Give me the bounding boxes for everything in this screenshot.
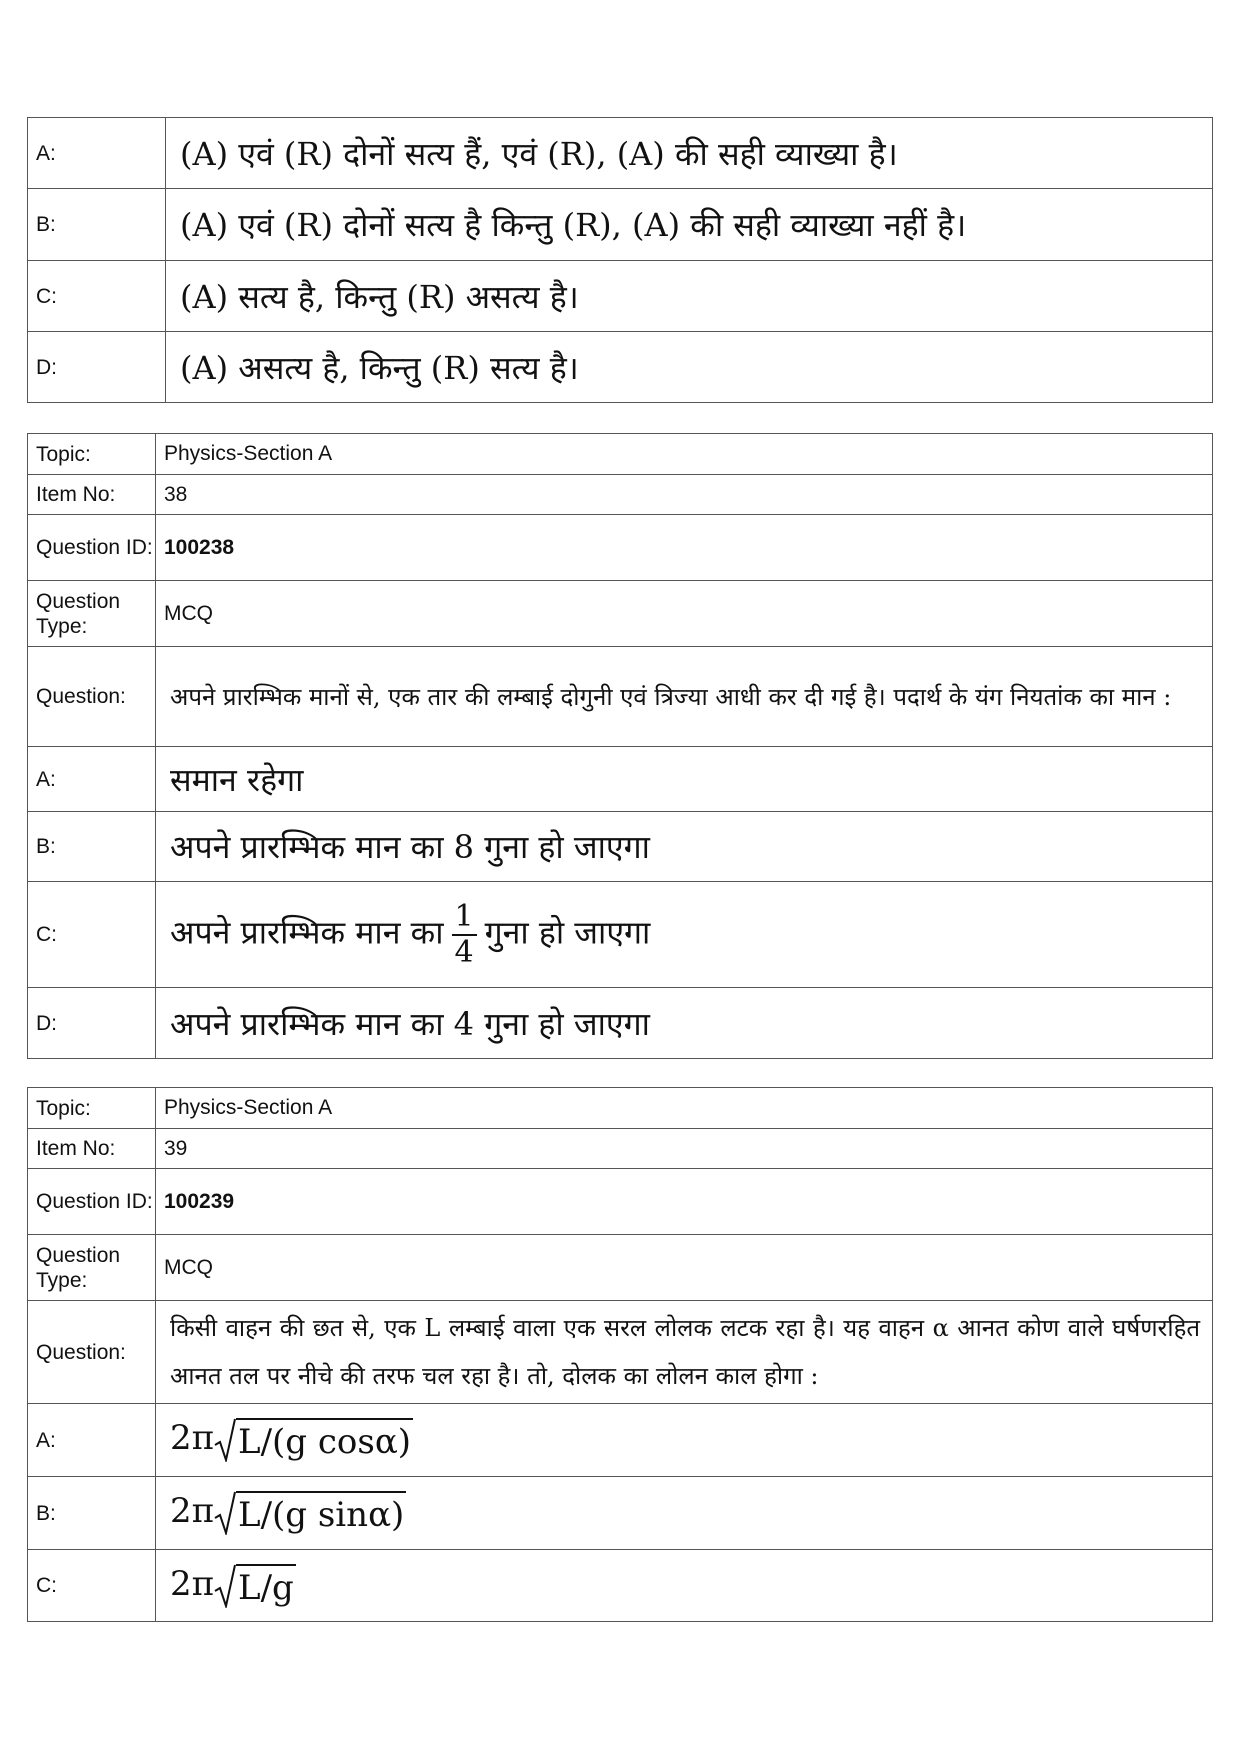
sqrt-sign [214,1564,296,1608]
question-label: Question: [28,1301,156,1404]
radicand: L/g [236,1564,296,1608]
question-text: किसी वाहन की छत से, एक L लम्बाई वाला एक सरल लोलक लटक रहा है। यह वाहन α आनत कोण वाले घर्षणरहित आनत तल पर नीचे की तरफ चल रहा है। तो, दोलक का लोलन काल होगा : [156,1301,1213,1404]
qtype-row [28,1235,1213,1301]
options-table-prev [27,117,1213,403]
option-label: D: [28,332,166,403]
option-label: A: [28,118,166,189]
item-value: 39 [156,1129,1213,1169]
fraction-numerator: 1 [452,900,477,936]
option-row-c [28,882,1213,988]
question-table-39 [27,1087,1213,1622]
sqrt-sign [214,1491,406,1535]
option-label: C: [28,882,156,988]
qid-row [28,1169,1213,1235]
qtype-label: Question Type: [28,581,156,647]
option-label: C: [28,1550,156,1622]
option-text [156,882,1213,988]
option-text: (A) एवं (R) दोनों सत्य है किन्तु (R), (A) की सही व्याख्या नहीं है। [166,189,1213,261]
option-label: B: [28,189,166,261]
qtype-label: Question Type: [28,1235,156,1301]
option-label: C: [28,261,166,332]
qid-label: Question ID: [28,515,156,581]
item-label: Item No: [28,475,156,515]
topic-value: Physics-Section A [156,434,1213,475]
formula-prefix: 2π [170,1491,214,1531]
option-label: D: [28,988,156,1059]
option-row-d [28,332,1213,403]
formula-prefix: 2π [170,1563,214,1604]
option-row-b [28,1477,1213,1550]
option-text: समान रहेगा [156,747,1213,812]
item-row [28,1129,1213,1169]
qid-row [28,515,1213,581]
radical-icon [214,1564,236,1608]
qid-value: 100239 [156,1169,1213,1235]
qtype-row [28,581,1213,647]
topic-row [28,1088,1213,1129]
option-row-b [28,189,1213,261]
option-row-d [28,988,1213,1059]
radical-icon [214,1491,236,1535]
item-value: 38 [156,475,1213,515]
question-row [28,647,1213,747]
radicand: L/(g cosα) [236,1418,413,1462]
option-label: A: [28,1404,156,1477]
option-text: अपने प्रारम्भिक मान का 8 गुना हो जाएगा [156,812,1213,882]
option-text: अपने प्रारम्भिक मान का 4 गुना हो जाएगा [156,988,1213,1059]
topic-value: Physics-Section A [156,1088,1213,1129]
item-row [28,475,1213,515]
option-formula [156,1550,1213,1622]
option-label: A: [28,747,156,812]
topic-row [28,434,1213,475]
option-row-a [28,1404,1213,1477]
topic-label: Topic: [28,434,156,475]
option-row-b [28,812,1213,882]
fraction-denominator: 4 [454,934,474,970]
fraction [452,900,477,970]
sqrt-sign [214,1418,413,1462]
formula-prefix: 2π [170,1418,214,1458]
topic-label: Topic: [28,1088,156,1129]
question-row [28,1301,1213,1404]
question-table-38 [27,433,1213,1059]
option-row-a [28,118,1213,189]
option-formula [156,1477,1213,1550]
question-label: Question: [28,647,156,747]
option-row-c [28,1550,1213,1622]
option-text: (A) असत्य है, किन्तु (R) सत्य है। [166,332,1213,403]
option-text-pre: अपने प्रारम्भिक मान का [170,913,444,951]
option-row-a [28,747,1213,812]
qid-value: 100238 [156,515,1213,581]
option-text-post: गुना हो जाएगा [484,913,651,951]
item-label: Item No: [28,1129,156,1169]
option-text: (A) एवं (R) दोनों सत्य हैं, एवं (R), (A) की सही व्याख्या है। [166,118,1213,189]
qtype-value: MCQ [156,1235,1213,1301]
option-label: B: [28,812,156,882]
radicand: L/(g sinα) [236,1491,406,1535]
qtype-value: MCQ [156,581,1213,647]
option-label: B: [28,1477,156,1550]
qid-label: Question ID: [28,1169,156,1235]
question-text: अपने प्रारम्भिक मानों से, एक तार की लम्बाई दोगुनी एवं त्रिज्या आधी कर दी गई है। पदार्थ के यंग नियतांक का मान : [156,647,1213,747]
radical-icon [214,1418,236,1462]
option-text: (A) सत्य है, किन्तु (R) असत्य है। [166,261,1213,332]
option-row-c [28,261,1213,332]
option-formula [156,1404,1213,1477]
